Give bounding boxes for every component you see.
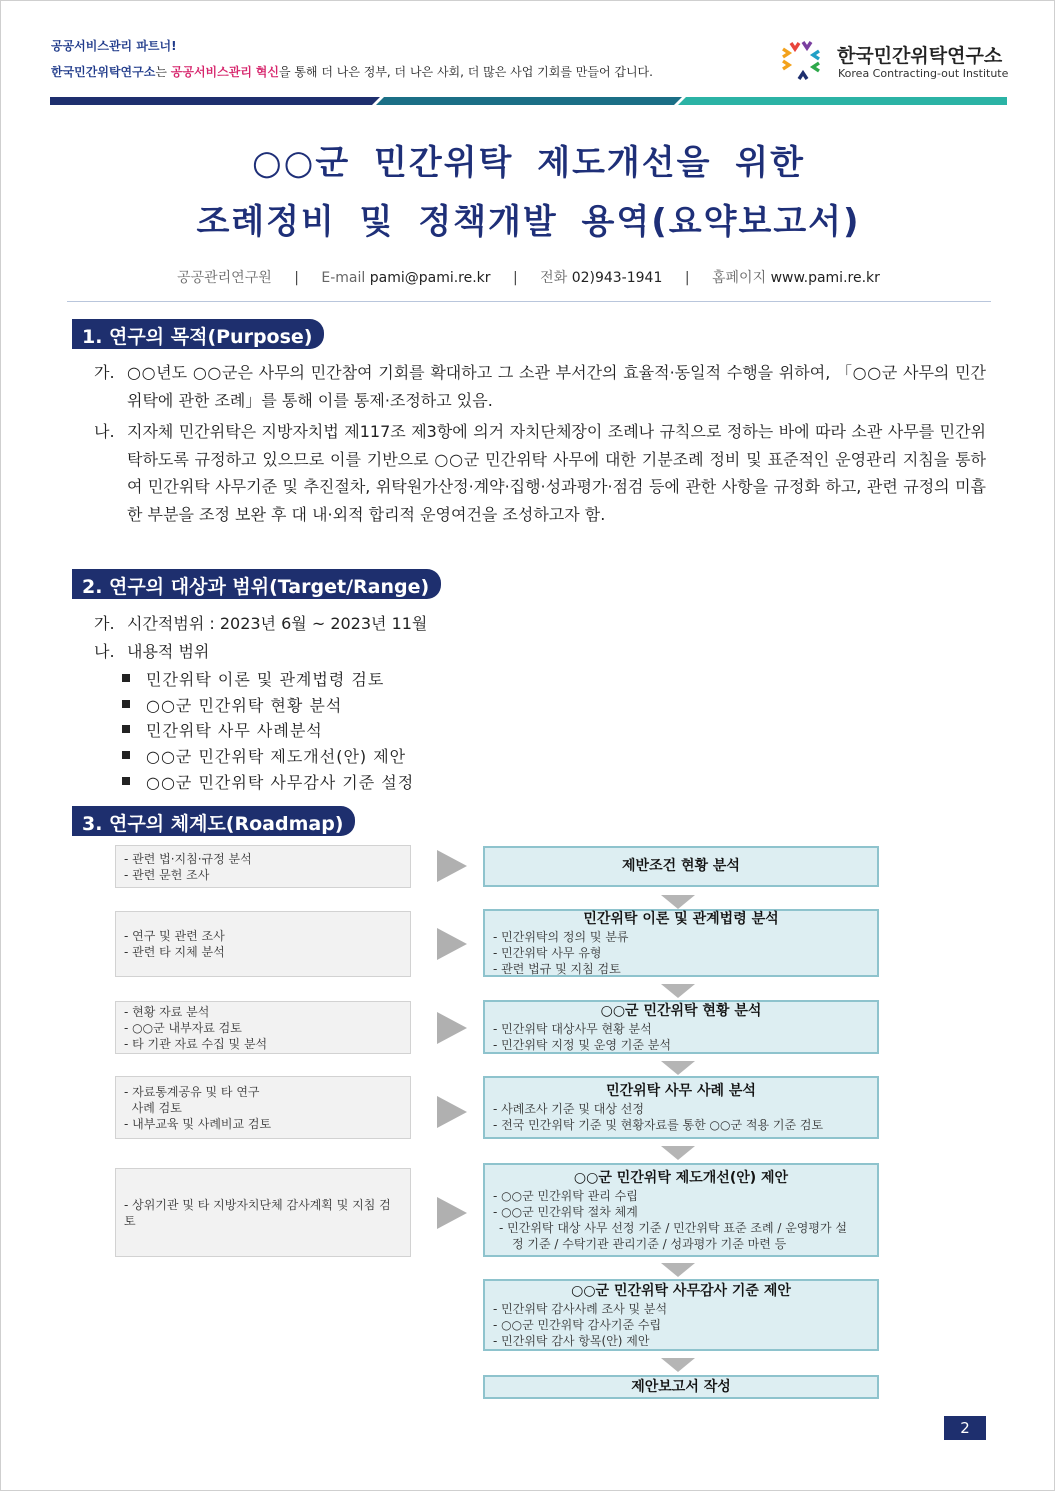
bullet-text: 민간위탁 이론 및 관계법령 검토 <box>146 670 385 689</box>
stage-title: ○○군 민간위탁 제도개선(안) 제안 <box>573 1169 789 1186</box>
email-link[interactable]: pami@pami.re.kr <box>369 270 491 286</box>
bullet-square-icon <box>122 700 130 708</box>
purpose-item-1 <box>94 359 986 414</box>
scope-bullet <box>122 718 323 741</box>
input-item: - 현황 자료 분석 <box>124 1004 210 1019</box>
scope-bullet <box>122 693 342 716</box>
arrow-right-icon <box>437 850 467 882</box>
arrow-down-icon <box>661 1061 695 1075</box>
bullet-text: ○○군 민간위탁 제도개선(안) 제안 <box>146 747 407 766</box>
mission-highlight-1: 공공서비스관리 <box>170 65 252 79</box>
stage-item: - 민간위탁의 정의 및 분류 <box>493 929 629 944</box>
section-scope-heading: 2. 연구의 대상과 범위(Target/Range) <box>72 569 441 599</box>
contact-separator: | <box>513 270 518 286</box>
scope-time-range <box>94 611 427 634</box>
mission-part-3: 을 통해 더 나은 정부, 더 나은 사회, 더 많은 사업 기회를 만들어 갑니다. <box>278 65 653 79</box>
purpose-item-2 <box>94 418 986 528</box>
section-purpose-heading: 1. 연구의 목적(Purpose) <box>72 319 324 349</box>
logo-korean-name: 한국민간위탁연구소 <box>837 45 1003 67</box>
logo-english-name: Korea Contracting-out Institute <box>838 67 1009 80</box>
roadmap-stage-box <box>483 1279 879 1351</box>
bullet-square-icon <box>122 751 130 759</box>
logo-mark-icon <box>777 37 827 83</box>
arrow-down-icon <box>661 1146 695 1160</box>
bullet-text: ○○군 민간위탁 사무감사 기준 설정 <box>146 773 415 792</box>
contact-separator: | <box>294 270 299 286</box>
arrow-right-icon <box>437 1012 467 1044</box>
arrow-right-icon <box>437 1096 467 1128</box>
header-stripe <box>50 97 1007 105</box>
input-item: 사례 검토 <box>124 1100 182 1115</box>
phone-number: 02)943-1941 <box>571 270 663 286</box>
roadmap-input-box <box>115 1001 411 1054</box>
item-label: 나. <box>94 642 115 661</box>
institute-logo <box>777 37 1017 83</box>
stage-item: - ○○군 민간위탁 관리 수립 <box>493 1188 638 1203</box>
scope-bullet <box>122 770 414 793</box>
roadmap-stage-box <box>483 1076 879 1139</box>
input-item: - 자료통계공유 및 타 연구 <box>124 1084 260 1099</box>
input-item: - 연구 및 관련 조사 <box>124 929 225 943</box>
stage-title: 민간위탁 사무 사례 분석 <box>606 1083 756 1099</box>
item-text: 내용적 범위 <box>127 642 210 661</box>
arrow-down-icon <box>661 1263 695 1277</box>
page-number: 2 <box>944 1416 986 1440</box>
stage-item: - 민간위탁 대상 사무 선정 기준 / 민간위탁 표준 조례 / 운영평가 설 <box>499 1220 847 1235</box>
contact-info <box>1 267 1055 287</box>
stage-item: - ○○군 민간위탁 절차 체계 <box>493 1204 638 1219</box>
email-label: E-mail <box>321 270 366 286</box>
stage-item: - 민간위탁 사무 유형 <box>493 945 602 960</box>
input-item: - 상위기관 및 타 지방자치단체 감사계획 및 지침 검토 <box>124 1197 391 1228</box>
bullet-square-icon <box>122 725 130 733</box>
item-text: 시간적범위 : 2023년 6월 ~ 2023년 11월 <box>127 614 428 633</box>
input-item: - 내부교육 및 사례비교 검토 <box>124 1116 272 1131</box>
input-item: - 관련 법·지침·규정 분석 <box>124 851 252 866</box>
roadmap-input-box <box>115 845 411 888</box>
stage-title: ○○군 민간위탁 사무감사 기준 제안 <box>571 1282 791 1299</box>
input-item: - 타 기관 자료 수집 및 분석 <box>124 1036 268 1051</box>
scope-bullet <box>122 744 406 767</box>
item-label: 나. <box>94 422 115 441</box>
website-link[interactable]: www.pami.re.kr <box>770 270 880 286</box>
header-tagline: 공공서비스관리 파트너! <box>51 39 177 53</box>
contact-org: 공공관리연구원 <box>177 270 272 286</box>
stage-item: - 민간위탁 감사 항목(안) 제안 <box>493 1333 650 1348</box>
stage-item: - 전국 민간위탁 기준 및 현황자료를 통한 ○○군 적용 기준 검토 <box>493 1118 824 1132</box>
arrow-down-icon <box>661 895 695 909</box>
item-label: 가. <box>94 363 115 382</box>
roadmap-stage-box <box>483 1000 879 1054</box>
roadmap-stage-box <box>483 846 879 887</box>
input-item: - 관련 타 지체 분석 <box>124 945 225 959</box>
title-divider <box>67 301 991 302</box>
roadmap-stage-box <box>483 1163 879 1257</box>
item-text: ○○년도 ○○군은 사무의 민간참여 기회를 확대하고 그 소관 부서간의 효율적·동일적 수행을 위하여, 「○○군 사무의 민간위탁에 관한 조례」를 통해 이를 통제·조정하고 있음. <box>127 363 986 410</box>
input-item: - ○○군 내부자료 검토 <box>124 1020 242 1035</box>
phone-label: 전화 <box>540 270 568 286</box>
web-label: 홈페이지 <box>712 270 767 286</box>
section-roadmap-heading: 3. 연구의 체계도(Roadmap) <box>72 806 355 836</box>
stage-item: - ○○군 민간위탁 감사기준 수립 <box>493 1317 662 1332</box>
arrow-down-icon <box>661 1358 695 1372</box>
arrow-down-icon <box>661 984 695 998</box>
report-title-line-1: ○○군 민간위탁 제도개선을 위한 <box>252 143 805 183</box>
stage-item: - 사례조사 기준 및 대상 선정 <box>493 1102 644 1116</box>
roadmap-input-box <box>115 911 411 977</box>
roadmap-stage-box <box>483 1375 879 1399</box>
roadmap-stage-box <box>483 909 879 977</box>
mission-highlight-2: 혁신 <box>255 65 279 79</box>
stage-item: - 민간위탁 지정 및 운영 기준 분석 <box>493 1037 671 1052</box>
item-text: 지자체 민간위탁은 지방자치법 제117조 제3항에 의거 자치단체장이 조례나 규칙으로 정하는 바에 따라 소관 사무를 민간위탁하도록 규정하고 있으므로 이를 기반으로 ○○군 민간위탁 사무에 대한 기분조례 정비 및 표준적인 운영관리 지침을 통하여 민간위탁 사무기준 및 추진절차, 위탁원가산정·계약·집행·성과평가·점검 등에 관한 사항을 규정화 하고, 관련 규정의 미흡한 부분을 조정 보완 후 대 내·외적 합리적 운영여건을 조성하고자 함. <box>127 422 986 524</box>
stage-title: ○○군 민간위탁 현황 분석 <box>600 1002 762 1019</box>
mission-org: 한국민간위탁연구소 <box>51 65 156 79</box>
stage-item: - 민간위탁 대상사무 현황 분석 <box>493 1021 652 1036</box>
scope-bullet <box>122 667 384 690</box>
mission-part-1: 는 <box>155 65 171 79</box>
arrow-right-icon <box>437 1197 467 1229</box>
input-item: - 관련 문헌 조사 <box>124 867 210 882</box>
stage-title: 제안보고서 작성 <box>631 1378 731 1395</box>
bullet-square-icon <box>122 674 130 682</box>
stage-item: 정 기준 / 수탁기관 관리기준 / 성과평가 기준 마련 등 <box>512 1236 787 1251</box>
roadmap-input-box <box>115 1076 411 1139</box>
roadmap-input-box <box>115 1168 411 1257</box>
report-title-line-2: 조례정비 및 정책개발 용역(요약보고서) <box>196 202 861 242</box>
bullet-text: ○○군 민간위탁 현황 분석 <box>146 696 343 715</box>
contact-separator: | <box>684 270 690 286</box>
header-mission <box>51 63 653 80</box>
stage-item: - 민간위탁 감사사례 조사 및 분석 <box>493 1301 668 1316</box>
arrow-right-icon <box>437 928 467 960</box>
stage-item: - 관련 법규 및 지침 검토 <box>493 961 621 976</box>
item-label: 가. <box>94 614 115 633</box>
stage-title: 민간위탁 이론 및 관계법령 분석 <box>583 910 779 927</box>
bullet-square-icon <box>122 777 130 785</box>
scope-content-range <box>94 639 209 662</box>
bullet-text: 민간위탁 사무 사례분석 <box>146 721 323 740</box>
stage-title: 제반조건 현황 분석 <box>622 858 740 874</box>
